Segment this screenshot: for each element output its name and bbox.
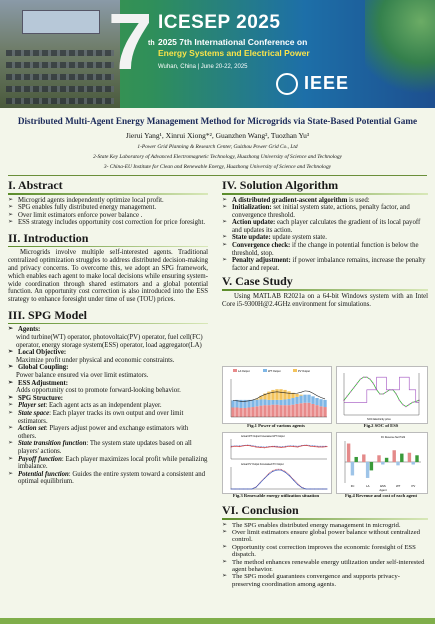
fig1-bar: [271, 390, 274, 400]
fig1-legend-swatch: [233, 369, 237, 372]
fig4-caption: Fig.4 Revenue and cost of each agent: [344, 493, 418, 498]
state-space-desc: : Each player tracks its own output and over limit estimators.: [18, 409, 184, 425]
spg-list: [8, 364, 208, 372]
fig4-bar: [393, 450, 396, 462]
fig3-actual-point: [306, 445, 307, 446]
footer-strip: [0, 618, 435, 624]
fig3-actual-point: [235, 446, 236, 447]
fig2-soc-point: [402, 404, 403, 405]
fig1-bar: [255, 406, 258, 417]
conference-name: ICESEP 2025: [158, 12, 281, 33]
fig3-actual-point: [243, 489, 244, 490]
action-set-desc: : Players adjust power and exchange estimators with others.: [18, 425, 189, 440]
fig3-actual-point: [251, 489, 252, 490]
fig1-bar: [279, 405, 282, 417]
fig4-revenue-chart: [336, 432, 428, 494]
fig1-bar: [263, 399, 266, 405]
section-rule: [8, 193, 208, 195]
spg-structure-item: [8, 402, 208, 410]
fig4-x-tick: FC: [350, 484, 355, 488]
fig1-bar: [303, 395, 306, 403]
conference-location: Wuhan, China | June 20-22, 2025: [158, 64, 248, 70]
conclusion-item: ➢ Over limit estimators ensure global power balance without centralized control.: [222, 529, 428, 544]
spg-global-heading: ➢ Global Coupling:: [8, 364, 208, 372]
step-state-update-text: update system state.: [270, 234, 327, 242]
fig1-bar: [231, 408, 234, 418]
fig1-bar: [303, 403, 306, 417]
spg-structure-item: [8, 425, 208, 440]
conclusion-item: ➢ The method enhances renewable energy utilization under self-interested agent behavior.: [222, 559, 428, 574]
fig1-bar: [315, 405, 318, 417]
fig2-soc-point: [350, 391, 351, 392]
conclusion-list: [222, 522, 428, 589]
fig4-bar: [400, 454, 403, 462]
fig3-actual-point: [243, 445, 244, 446]
fig2-soc-point: [347, 395, 348, 396]
spg-local-text: Maximize profit under physical and economic constraints.: [16, 356, 175, 364]
fig1-bar: [323, 400, 326, 407]
fig4-bar: [362, 454, 365, 462]
spg-agents-text: wind turbine(WT) operator, photovoltaic(PV) operator, fuel cell(FC) operator, energy storage system(ESS) operator, load aggregator(LA): [16, 334, 203, 349]
affiliation-1: 1-Power Grid Planning & Research Center, Guizhou Power Grid Co., Ltd: [137, 144, 298, 150]
fig2-soc-point: [360, 379, 361, 380]
paper-authors: Jierui Yang¹, Xinrui Xiong*², Guanzhen Wang², Tuozhan Yu³: [125, 131, 310, 140]
fig1-bar: [299, 403, 302, 417]
fig3-actual-point: [322, 447, 323, 448]
solution-step: [222, 242, 428, 257]
fig1-legend-label: PV Output: [298, 370, 310, 373]
fig4-bar: [355, 457, 358, 462]
fig1-power-chart: [222, 366, 332, 424]
fig2-legend-label: SOC Electricity price: [367, 418, 391, 421]
fig3-legend-label: Actual PV Output Forecasted PV Output: [241, 463, 284, 466]
fig2-caption: Fig.2 SOC of ESS: [363, 423, 399, 428]
fig3-actual-point: [247, 445, 248, 446]
fig1-bar: [243, 408, 246, 417]
fig2-soc-point: [356, 383, 357, 384]
fig4-x-tick: WT: [396, 484, 401, 488]
fig3-actual-point: [239, 489, 240, 490]
fig4-bar: [396, 462, 399, 465]
solution-lead-strong: A distributed gradient-ascent algorithm: [232, 196, 348, 204]
fig3-actual-point: [289, 475, 290, 476]
ieee-globe-icon: [276, 73, 298, 95]
fig4-x-tick: ESS: [380, 484, 386, 488]
player-set-term: Player set: [18, 402, 46, 410]
fig1-bar: [271, 400, 274, 405]
fig3-actual-point: [327, 489, 328, 490]
fig1-bar: [319, 399, 322, 406]
fig2-soc-point: [366, 377, 367, 378]
fig3-actual-point: [281, 470, 282, 471]
spg-structure-item: [8, 440, 208, 455]
fig1-bar: [295, 397, 298, 404]
conference-photo: [0, 0, 120, 108]
fig1-bar: [287, 405, 290, 417]
right-column: [222, 178, 428, 309]
fig2-soc-point: [395, 393, 396, 394]
conclusion-section: [222, 503, 428, 588]
fig1-bar: [307, 403, 310, 417]
fig4-bar: [366, 462, 369, 478]
fig1-bar: [239, 408, 242, 417]
solution-list: [222, 197, 428, 273]
step-initialization: Initialization:: [232, 204, 272, 212]
spg-model-title: III. SPG Model: [8, 307, 88, 322]
spg-list: [8, 326, 208, 334]
fig1-bar: [247, 408, 250, 418]
fig1-bar: [267, 405, 270, 417]
conclusion-item: ➢ The SPG model guarantees convergence and supports privacy-preserving coordination among agents.: [222, 573, 428, 588]
fig1-bar: [267, 400, 270, 405]
left-column: [8, 178, 208, 486]
fig1-bar: [287, 399, 290, 405]
fig3-actual-point: [306, 489, 307, 490]
fig1-bar: [291, 398, 294, 405]
fig3-caption: Fig.3 Renewable energy utilization situation: [232, 493, 320, 498]
action-set-term: Action set: [18, 425, 46, 433]
introduction-text: Microgrids involve multiple self-interested agents. Traditional centralized optimization struggles to address distributed decision-making and privacy concerns. To overcome this, we adopt an SPG framework, which enables each agent to make local decisions while ensuring system-wide coordination through shared estimators and a global potential function. An opportunity cost correction is also introduced into the ESS strategy to enhance foresight under time of use (TOU) prices.: [8, 249, 208, 304]
fig1-bar: [271, 405, 274, 417]
fig1-bar: [299, 395, 302, 396]
case-study-title: V. Case Study: [222, 274, 293, 289]
fig2-soc-point: [412, 402, 413, 403]
paper-title: Distributed Multi-Agent Energy Management Method for Microgrids via State-Based Potential Game: [17, 116, 418, 126]
fig3-actual-point: [314, 446, 315, 447]
conclusion-item: ➢ Opportunity cost correction improves the economic foresight of ESS dispatch.: [222, 544, 428, 559]
fig3-actual-point: [276, 470, 277, 471]
fig3-actual-point: [260, 482, 261, 483]
player-set-desc: : Each agent acts as an independent player.: [45, 402, 162, 410]
section-rule: [222, 518, 428, 520]
spg-agents-heading: ➢ Agents:: [8, 326, 208, 334]
fig3-actual-point: [310, 446, 311, 447]
audience-row: [6, 50, 114, 56]
abstract-item: ➢ Over limit estimators enforce power balance .: [8, 212, 208, 220]
spg-structure-item: [8, 456, 208, 471]
fig4-bar: [370, 462, 373, 470]
introduction-title: II. Introduction: [8, 230, 89, 245]
fig1-bar: [275, 405, 278, 417]
fig3-actual-point: [231, 447, 232, 448]
fig1-bar: [255, 400, 258, 407]
fig1-bar: [291, 405, 294, 417]
audience-row: [6, 86, 114, 92]
fig4-bar: [351, 462, 354, 475]
fig4-x-tick: LA: [366, 484, 370, 488]
abstract-item: ➢ Microgrid agents independently optimize local profit.: [8, 197, 208, 205]
fig3-actual-point: [297, 484, 298, 485]
fig1-bar: [279, 389, 282, 400]
figures-panel: [222, 366, 428, 500]
ieee-logo: IEEE: [304, 73, 350, 93]
fig2-soc-point: [353, 387, 354, 388]
fig1-bar: [295, 404, 298, 417]
stage-screen: [22, 10, 100, 34]
spg-structure-item: [8, 471, 208, 486]
fig3-actual-point: [281, 447, 282, 448]
solution-lead: [222, 197, 428, 205]
fig4-x-label: Agent: [379, 488, 387, 492]
fig2-soc-point: [382, 393, 383, 394]
section-rule: [222, 289, 428, 291]
fig1-bar: [283, 405, 286, 417]
fig2-soc-point: [399, 400, 400, 401]
fig3-actual-point: [272, 471, 273, 472]
solution-step: [222, 219, 428, 234]
spg-list: [8, 395, 208, 486]
fig3-actual-point: [318, 489, 319, 490]
fig2-soc-point: [369, 379, 370, 380]
state-transition-term: State transition function: [18, 440, 87, 448]
fig3-actual-point: [301, 445, 302, 446]
spg-global-text: Power balance ensured via over limit estimators.: [16, 372, 149, 380]
fig1-legend-label: WT Output: [268, 370, 281, 373]
spg-list: [8, 349, 208, 357]
fig4-legend-label: FC Revenue Net Profit: [381, 436, 406, 439]
step-action-update-text: each player calculates the gradient of its local payoff and updates its action.: [232, 219, 421, 234]
fig1-bar: [263, 405, 266, 417]
fig1-legend-swatch: [293, 369, 297, 372]
affiliation-2: 2-State Key Laboratory of Advanced Electromagnetic Technology, Huazhong University of Science and Technology: [93, 154, 342, 160]
fig4-bar: [415, 455, 418, 462]
fig3-actual-point: [293, 446, 294, 447]
abstract-list: [8, 197, 208, 227]
case-study-text: Using MATLAB R2021a on a 64-bit Windows system with an Intel Core i5-9300H@2.4GHz environment for simulations.: [222, 292, 428, 308]
affiliation-3: 3- China-EU Institute for Clean and Renewable Energy, Huazhong University of Science and Technology: [103, 164, 332, 170]
fig4-bar: [408, 453, 411, 462]
edition-suffix: th: [148, 40, 155, 47]
solution-step: [222, 234, 428, 242]
edition-number: 7: [108, 0, 149, 86]
fig3-actual-point: [260, 447, 261, 448]
fig3-actual-point: [268, 474, 269, 475]
fig3-actual-point: [285, 447, 286, 448]
fig3-actual-point: [256, 447, 257, 448]
fig1-bar: [279, 400, 282, 405]
fig1-bar: [287, 391, 290, 399]
spg-ess-text: Adds opportunity cost to promote forward-looking behavior.: [16, 387, 181, 395]
section-rule: [8, 323, 208, 325]
audience-row: [6, 62, 114, 68]
conference-subtitle-2: Energy Systems and Electrical Power: [158, 48, 310, 58]
fig1-bar: [231, 400, 234, 407]
abstract-title: I. Abstract: [8, 178, 63, 192]
fig3-renewable-chart: [222, 432, 332, 494]
fig3-actual-point: [318, 447, 319, 448]
fig3-actual-point: [293, 480, 294, 481]
fig3-actual-point: [264, 478, 265, 479]
fig3-actual-point: [310, 489, 311, 490]
fig1-bar: [315, 398, 318, 405]
fig2-bg: [337, 367, 427, 423]
spg-structure-item: [8, 410, 208, 425]
fig1-bar: [259, 399, 262, 405]
fig3-actual-point: [289, 446, 290, 447]
fig3-actual-point: [268, 447, 269, 448]
fig1-legend-swatch: [263, 369, 267, 372]
fig1-legend-label: LA Output: [238, 370, 250, 373]
step-convergence-text: if the change in potential function is below the threshold, stop.: [232, 242, 419, 257]
fig4-bar: [377, 455, 380, 462]
fig2-soc-point: [405, 406, 406, 407]
fig1-bar: [235, 408, 238, 418]
step-penalty-text: if power imbalance remains, increase the penalty factor and repeat.: [232, 257, 426, 272]
conclusion-title: VI. Conclusion: [222, 503, 299, 517]
solution-lead-text: is used:: [347, 196, 370, 204]
fig4-bar: [381, 462, 384, 465]
fig1-caption: Fig.1 Power of various agents: [247, 423, 305, 428]
step-action-update: Action update:: [232, 219, 276, 227]
fig1-bar: [275, 389, 278, 400]
conference-banner: [0, 0, 435, 108]
state-transition-desc: : The system state updates based on all players' actions.: [18, 440, 192, 455]
step-state-update: State update:: [232, 234, 271, 242]
fig2-soc-point: [373, 383, 374, 384]
spg-local-heading: ➢ Local Objective:: [8, 349, 208, 357]
fig3-actual-point: [251, 446, 252, 447]
fig1-bar: [251, 407, 254, 417]
fig3-actual-point: [235, 489, 236, 490]
fig3-actual-point: [327, 446, 328, 447]
fig2-soc-point: [363, 377, 364, 378]
solution-step: [222, 257, 428, 272]
section-rule: [222, 193, 428, 195]
fig3-actual-point: [264, 447, 265, 448]
step-penalty: Penalty adjustment:: [232, 257, 291, 265]
fig2-soc-point: [379, 393, 380, 394]
solution-title: IV. Solution Algorithm: [222, 178, 339, 192]
fig1-bar: [275, 400, 278, 405]
fig1-bar: [311, 396, 314, 404]
potential-function-desc: : Guides the entire system toward a consistent and optimal equilibrium.: [18, 470, 206, 486]
state-space-term: State space: [18, 409, 50, 417]
fig3-actual-point: [322, 489, 323, 490]
fig1-bar: [323, 407, 326, 417]
section-rule: [8, 246, 208, 248]
fig1-bar: [319, 406, 322, 417]
fig4-bar: [385, 458, 388, 462]
fig3-actual-point: [276, 447, 277, 448]
header-divider: [8, 175, 427, 176]
fig3-actual-point: [247, 489, 248, 490]
step-convergence: Convergence check:: [232, 242, 291, 250]
payoff-function-term: Payoff function: [18, 455, 62, 463]
fig3-actual-point: [301, 487, 302, 488]
fig2-soc-point: [409, 404, 410, 405]
spg-structure-heading: ➢ SPG Structure:: [8, 395, 208, 403]
audience-row: [6, 74, 114, 80]
fig3-actual-point: [285, 472, 286, 473]
solution-step: [222, 204, 428, 219]
decorative-leaves: [365, 0, 435, 108]
potential-function-term: Potential function: [18, 470, 69, 478]
fig3-actual-point: [239, 446, 240, 447]
fig1-bar: [307, 395, 310, 403]
spg-list: [8, 380, 208, 388]
abstract-item: ➢ SPG enables fully distributed energy management.: [8, 204, 208, 212]
fig4-bar: [347, 444, 350, 462]
fig1-bar: [299, 396, 302, 404]
spg-ess-heading: ➢ ESS Adjustment:: [8, 380, 208, 388]
fig3-actual-point: [256, 487, 257, 488]
abstract-item: ➢ ESS strategy includes opportunity cost correction for price foresight.: [8, 219, 208, 227]
fig1-bar: [283, 399, 286, 405]
fig2-soc-point: [386, 391, 387, 392]
fig1-bar: [311, 404, 314, 417]
fig3-actual-point: [297, 447, 298, 448]
audience-row: [6, 98, 114, 104]
fig3-actual-point: [231, 489, 232, 490]
conclusion-item: ➢ The SPG enables distributed energy management in microgrid.: [222, 522, 428, 529]
fig2-soc-chart: [336, 366, 428, 424]
fig1-bar: [251, 400, 254, 407]
fig3-actual-point: [272, 446, 273, 447]
fig4-x-tick: PV: [411, 484, 416, 488]
fig3-legend-label: Actual WT Output Forecasted WT Output: [241, 435, 285, 438]
step-initialization-text: set initial system state, actions, penalty factor, and convergence threshold.: [232, 204, 410, 219]
fig1-bar: [283, 390, 286, 400]
payoff-function-desc: : Each player maximizes local profit while penalizing imbalance.: [18, 455, 208, 471]
conference-subtitle-1: 2025 7th International Conference on: [158, 37, 308, 47]
fig1-bar: [259, 406, 262, 417]
fig4-bar: [412, 462, 415, 465]
fig1-bar: [295, 394, 298, 397]
fig3-actual-point: [314, 489, 315, 490]
